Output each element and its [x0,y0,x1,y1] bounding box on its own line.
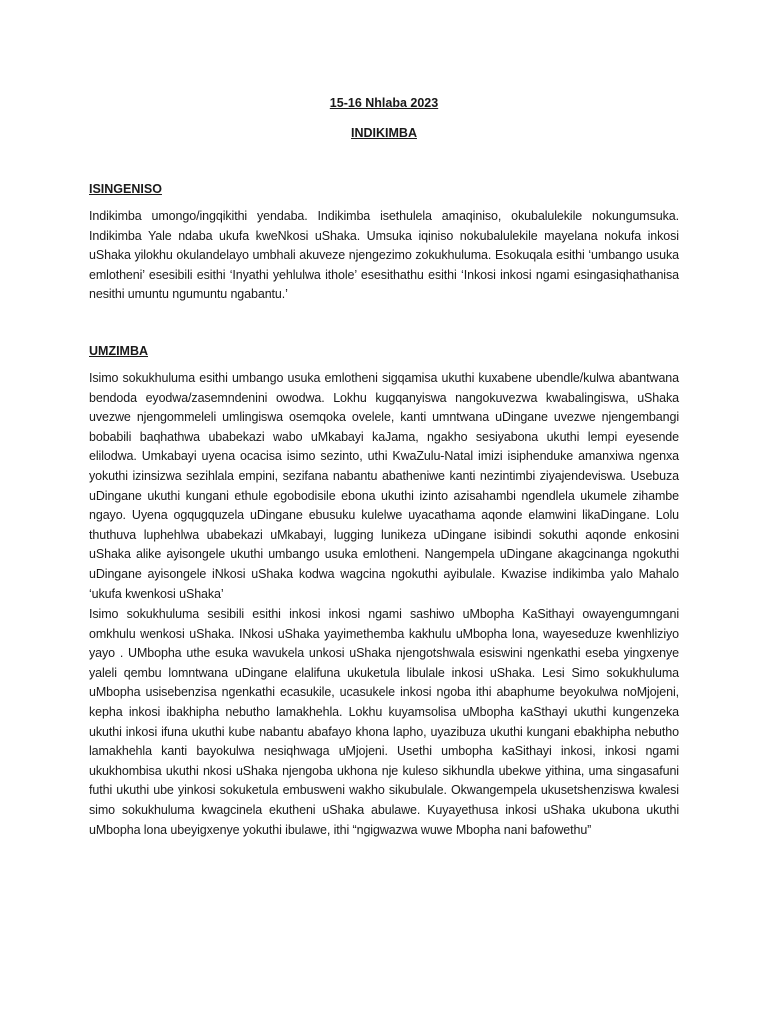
document-title: INDIKIMBA [351,126,417,140]
document-date: 15-16 Nhlaba 2023 [329,96,439,110]
paragraph-isingeniso: Indikimba umongo/ingqikithi yendaba. Indikimba isethulela amaqiniso, okubalulekile nokungumsuka. Indikimba Yale ndaba ukufa kweNkosi uShaka. Umsuka iqiniso nokubalulekile mayelana nokufa inkosi uShaka yilokhu okulandelayo umbhali akuveze njengezimo zokukhuluma. Esokuqala esithi ‘umbango usuka emlotheni’ esesibili esithi ‘Inyathi yehlulwa ithole’ esesithathu esithi ‘Inkosi inkosi ngami esingasiqhathanisa nesithi umuntu ngumuntu ngabantu.’ [89,209,679,302]
paragraph-umzimba-2: Isimo sokukhuluma sesibili esithi inkosi inkosi ngami sashiwo uMbopha KaSithayi owayengumngani omkhulu wenkosi uShaka. INkosi uShaka yayimethemba kakhulu uMbopha lona, wayeseduze kwenhliziyo yayo . UMbopha uthe esuka wavukela unkosi uShaka njengotshwala esiswini ngenkathi eseba yingxenye yaleli qembu lomntwana uDingane elalifuna ukuketula libulale inkosi uShaka. Lesi Simo sokukhuluma uMbopha usisebenzisa ngenkathi ecasukile, ucasukele inkosi ngoba ithi abaphume beyokulwa noMjojeni, kepha inkosi ibakhipha nebutho lamakhehla. Lokhu kuyamsolisa uMbopha kaSthayi ukuthi kungenzeka ukuthi inkosi ifuna ukuthi kube nabantu abafayo khona lapho, uyazibuza ukuthi kungani ebakhipha nebutho lamakhehla kanti bayokulwa nesiqhwaga uMjojeni. Usethi umbopha kaSithayi inkosi, inkosi ngami ukukhombisa ukuthi nkosi uShaka njengoba ukhona nje kuleso sikhundla ubekwe yithina, uma singasafuni futhi ukuthi ube yinkosi sokuketula embusweni wakho sikubulale. Okwangempela ukusetshenziswa kwalesi simo sokukhuluma kwagcinela ekutheni uShaka abulawe. Kuyayethusa inkosi uShaka ukubona ukuthi uMbopha lona ubeyigxenye yokuthi ibulawe, ithi “ngigwazwa wuwe Mbopha nani bafowethu” [89,607,679,837]
section-heading-isingeniso: ISINGENISO [89,182,162,196]
section-heading-umzimba: UMZIMBA [89,344,149,358]
paragraph-umzimba-1: Isimo sokukhuluma esithi umbango usuka emlotheni sigqamisa ukuthi kuxabene ubendle/kulwa abantwana bendoda eyodwa/zasemndenini owodwa. Lokhu kugqanyiswa nangokuvezwa kwabalingiswa, uShaka uvezwe njengommeleli umlingiswa osemqoka ovelele, kanti umntwana uDingane uvezwe njengembangi bobabili baqhathwa ubabekazi wabo uMkabayi kaJama, ngakho sesiyabona ukuthi lempi eyesende elilodwa. Umkabayi uyena ocacisa isimo sezinto, uthi KwaZulu-Natal imizi isiphenduke amanxiwa ngenxa yokuthi izinsizwa sezihlala empini, sezifana nabantu abatheniwe kanti nezintimbi ziyajendeviswa. Usebuza uDingane ukuthi kungani ethule egobodisile ebona ukuthi izinto azisahambi ngendlela ukumele zihambe ngayo. Uyena ogqugquzela uDingane ebusuku kulelwe uyacathama aqonde elamwini likaDingane. Lolu thuthuva luphehlwa ubabekazi uMkabayi, lugging lunikeza uDingane isibindi sokuthi aqonde enkosini uShaka alike ayisongele ukuthi umbango usuka emlotheni. Nangempela uDingane akagcinanga ngokuthi uDingane ayisongele iNkosi uShaka kodwa wagcina ngokuthi ayibulale. Kwazise indikimba yalo Mahalo ‘ukufa kwenkosi uShaka’ [89,371,679,601]
